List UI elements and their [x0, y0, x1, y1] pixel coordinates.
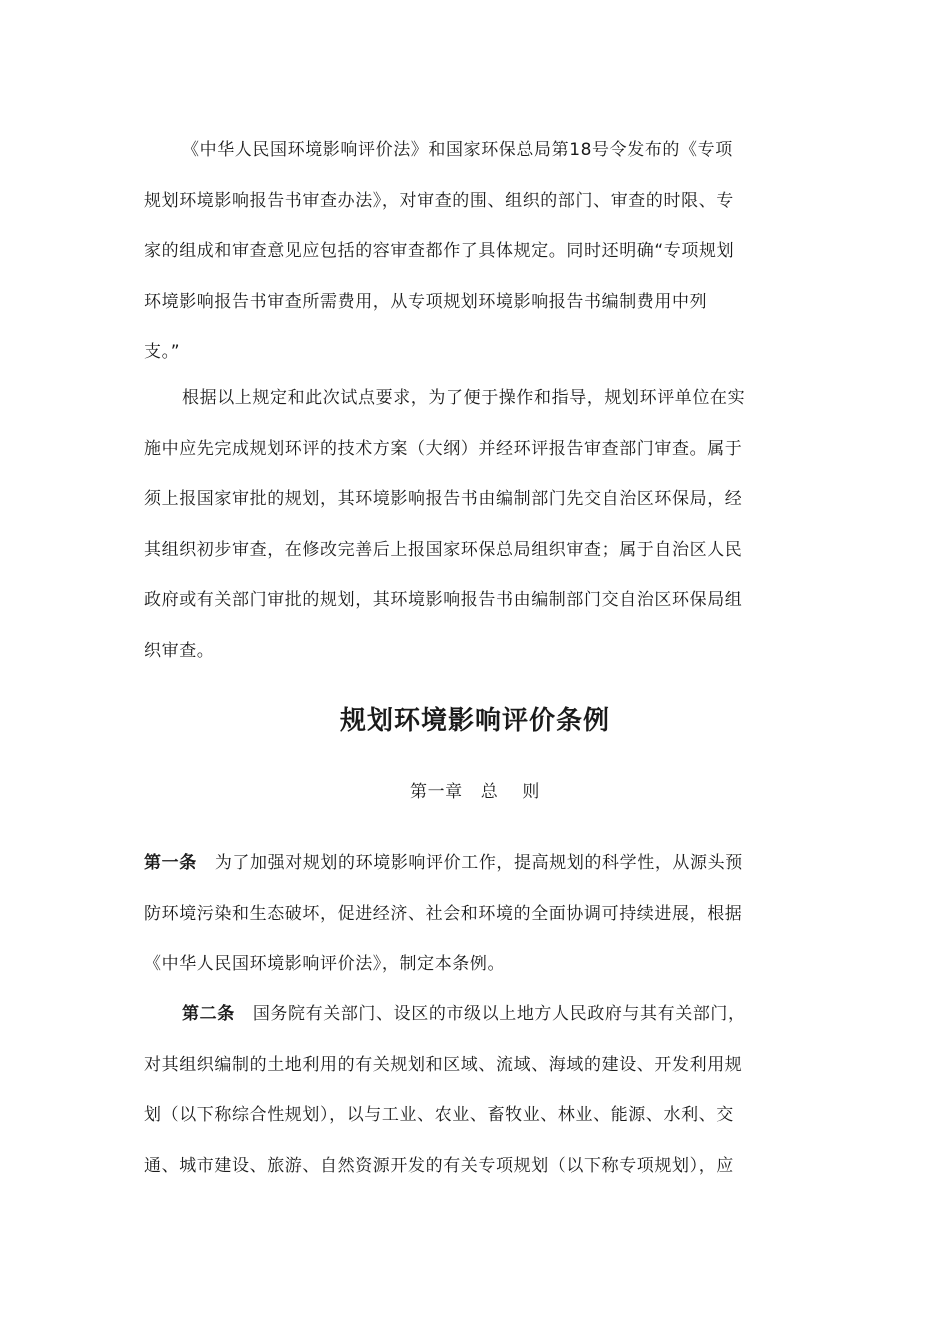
chapter-number: 第一章: [409, 782, 463, 802]
text-line: 通、城市建设、旅游、自然资源开发的有关专项规划（以下称专项规划），应: [144, 1155, 734, 1176]
chapter-heading: [0, 768, 950, 816]
article-label: 第一条: [144, 853, 197, 873]
paragraph-procedure: [144, 373, 798, 677]
text-line: 对其组织编制的土地利用的有关规划和区域、流域、海域的建设、开发利用规: [144, 1054, 743, 1075]
text-line: 须上报国家审批的规划，其环境影响报告书由编制部门先交自治区环保局，经: [144, 489, 743, 510]
text-line: 《中华人民国环境影响评价法》和国家环保总局第18号令发布的《专项: [182, 140, 733, 160]
text-line: [144, 838, 798, 889]
article-2: [144, 989, 798, 1191]
text-line: 划（以下称综合性规划），以与工业、农业、畜牧业、林业、能源、水利、交: [144, 1105, 734, 1126]
article-1: [144, 838, 798, 990]
chapter-name: 总 则: [480, 782, 541, 802]
text-line: 环境影响报告书审查所需费用，从专项规划环境影响报告书编制费用中列: [144, 291, 708, 312]
text-line: 织审查。: [144, 640, 215, 661]
article-text: 国务院有关部门、设区的市级以上地方人民政府与其有关部门，: [252, 1004, 746, 1024]
text-line: 其组织初步审查，在修改完善后上报国家环保总局组织审查；属于自治区人民: [144, 539, 743, 560]
text-line: 规划环境影响报告书审查办法》，对审查的围、组织的部门、审查的时限、专: [144, 190, 734, 211]
text-line: 施中应先完成规划环评的技术方案（大纲）并经环评报告审查部门审查。属于: [144, 438, 743, 459]
article-label: 第二条: [182, 1004, 235, 1024]
text-line: [144, 989, 798, 1040]
text-line: 家的组成和审查意见应包括的容审查都作了具体规定。同时还明确“专项规划: [144, 241, 735, 262]
text-line: 政府或有关部门审批的规划，其环境影响报告书由编制部门交自治区环保局组: [144, 590, 743, 611]
text-line: 《中华人民国环境影响评价法》，制定本条例。: [144, 954, 506, 975]
text-line: 防环境污染和生态破坏，促进经济、社会和环境的全面协调可持续进展，根据: [144, 903, 743, 924]
article-text: 为了加强对规划的环境影响评价工作，提高规划的科学性，从源头预: [214, 853, 743, 873]
regulation-title: 规划环境影响评价条例: [339, 706, 610, 736]
text-line: 支。”: [144, 342, 181, 363]
paragraph-review-rules: [144, 125, 798, 378]
text-line: 根据以上规定和此次试点要求，为了便于操作和指导，规划环评单位在实: [182, 388, 746, 408]
